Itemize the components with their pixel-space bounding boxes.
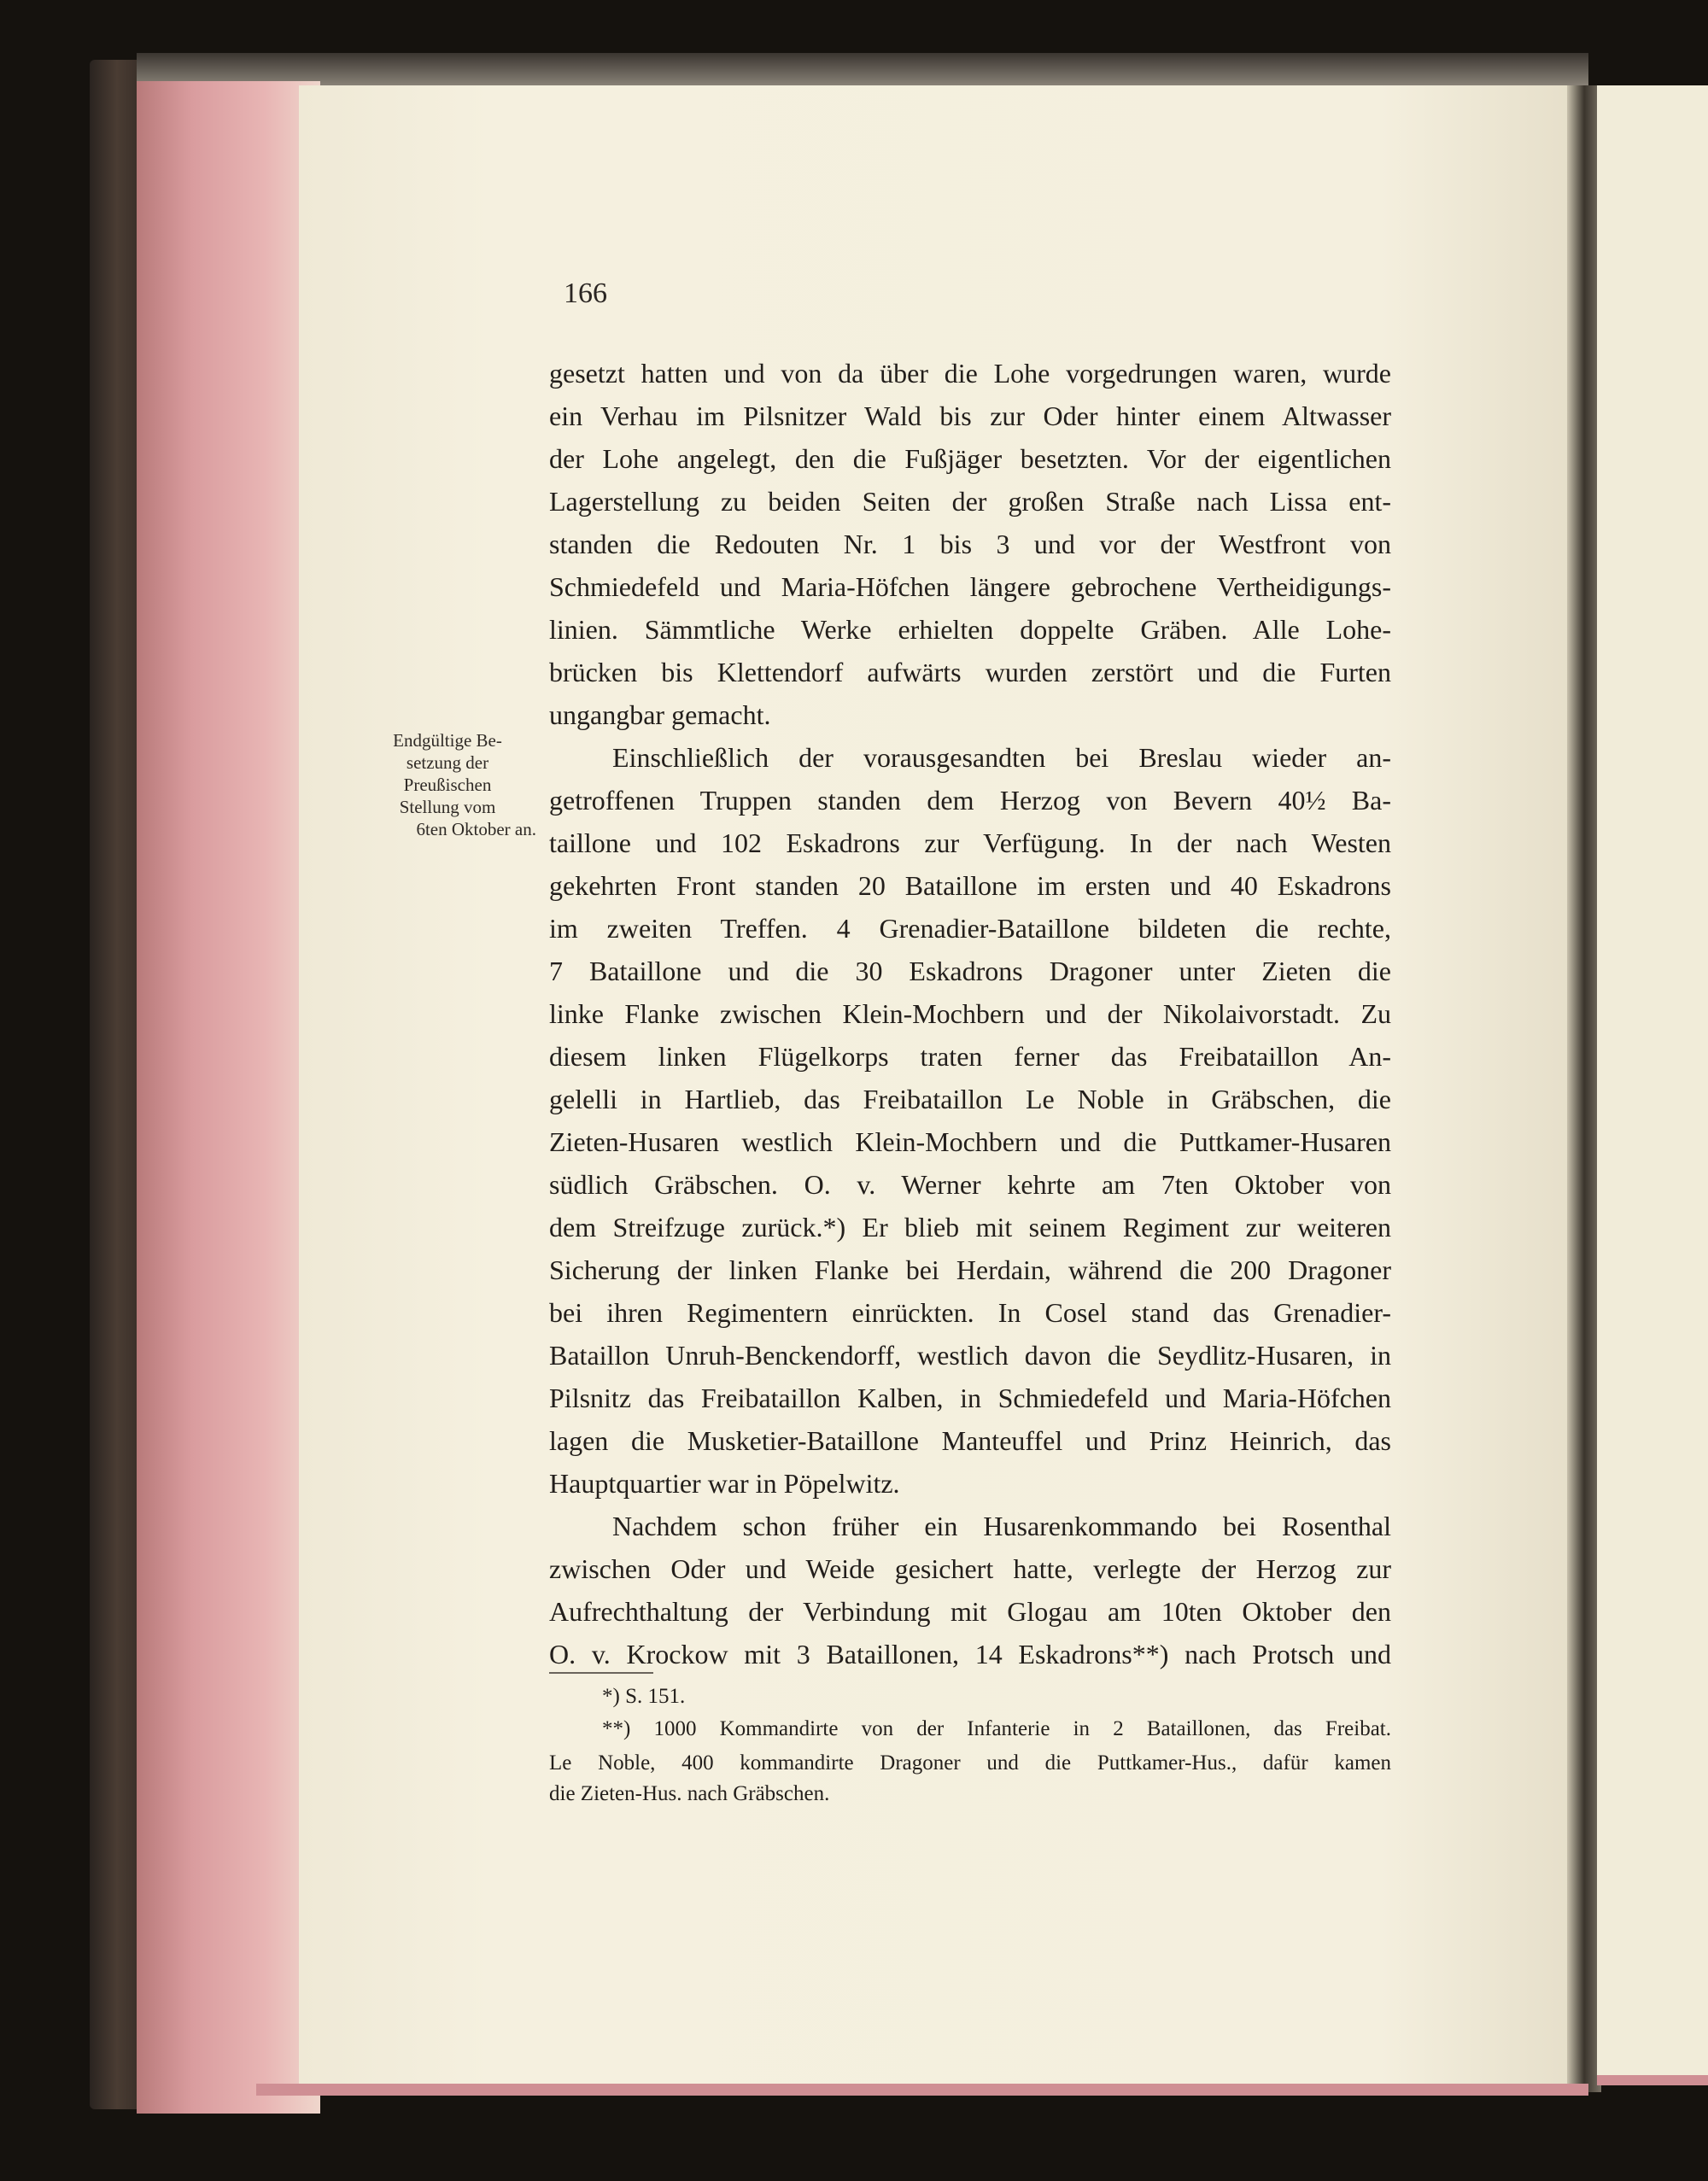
page-number: 166: [564, 278, 607, 309]
text-line: Pilsnitz das Freibataillon Kalben, in Schmiedefeld und Maria-Höfchen: [549, 1383, 1391, 1413]
text-line: lagen die Musketier-Bataillone Manteuffel und Prinz Heinrich, das: [549, 1425, 1391, 1456]
text-line: bei ihren Regimentern einrückten. In Cosel stand das Grenadier-: [549, 1297, 1391, 1328]
text-line: standen die Redouten Nr. 1 bis 3 und vor der Westfront von: [549, 529, 1391, 559]
facing-page-bottom-edge: [1597, 2075, 1708, 2085]
text-line: Zieten-Husaren westlich Klein-Mochbern und die Puttkamer-Husaren: [549, 1126, 1391, 1157]
text-line: taillone und 102 Eskadrons zur Verfügung. In der nach Westen: [549, 827, 1391, 858]
text-line: gelelli in Hartlieb, das Freibataillon Le Noble in Gräbschen, die: [549, 1084, 1391, 1114]
text-line: dem Streifzuge zurück.*) Er blieb mit seinem Regiment zur weiteren: [549, 1212, 1391, 1243]
margin-note-line: 6ten Oktober an.: [416, 819, 536, 839]
text-line: im zweiten Treffen. 4 Grenadier-Bataillone bildeten die rechte,: [549, 913, 1391, 944]
margin-note-line: Endgültige Be-: [393, 730, 502, 751]
margin-note-line: Stellung vom: [399, 797, 496, 817]
text-line: Aufrechthaltung der Verbindung mit Glogau am 10ten Oktober den: [549, 1596, 1391, 1627]
text-line: Schmiedefeld und Maria-Höfchen längere gebrochene Vertheidigungs-: [549, 571, 1391, 602]
footnote: **) 1000 Kommandirte von der Infanterie in 2 Bataillonen, das Freibat.: [602, 1717, 1391, 1740]
facing-page: [1597, 85, 1708, 2084]
text-line: zwischen Oder und Weide gesichert hatte, verlegte der Herzog zur: [549, 1553, 1391, 1584]
text-line: linke Flanke zwischen Klein-Mochbern und der Nikolaivorstadt. Zu: [549, 998, 1391, 1029]
text-line: brücken bis Klettendorf aufwärts wurden zerstört und die Furten: [549, 657, 1391, 687]
margin-note-line: Preußischen: [403, 775, 492, 795]
text-line: diesem linken Flügelkorps traten ferner das Freibataillon An-: [549, 1041, 1391, 1072]
text-line: der Lohe angelegt, den die Fußjäger besetzten. Vor der eigentlichen: [549, 443, 1391, 474]
footnote: *) S. 151.: [602, 1685, 686, 1708]
text-line: O. v. Krockow mit 3 Bataillonen, 14 Eskadrons**) nach Protsch und: [549, 1639, 1391, 1669]
text-line: gekehrten Front standen 20 Bataillone im ersten und 40 Eskadrons: [549, 870, 1391, 901]
text-line: ungangbar gemacht.: [549, 699, 771, 730]
text-line: Sicherung der linken Flanke bei Herdain, während die 200 Dragoner: [549, 1254, 1391, 1285]
text-line: Bataillon Unruh-Benckendorff, westlich davon die Seydlitz-Husaren, in: [549, 1340, 1391, 1371]
text-line: Hauptquartier war in Pöpelwitz.: [549, 1468, 900, 1499]
margin-note: [359, 729, 536, 840]
text-line: getroffenen Truppen standen dem Herzog von Bevern 40½ Ba-: [549, 785, 1391, 816]
text-line: 7 Bataillone und die 30 Eskadrons Dragoner unter Zieten die: [549, 956, 1391, 986]
text-line: linien. Sämmtliche Werke erhielten doppelte Gräben. Alle Lohe-: [549, 614, 1391, 645]
footnote-divider: [549, 1672, 653, 1674]
margin-note-line: setzung der: [406, 752, 489, 773]
page-edges-red: [137, 81, 320, 2114]
text-line: Nachdem schon früher ein Husarenkommando bei Rosenthal: [612, 1511, 1391, 1541]
text-line: ein Verhau im Pilsnitzer Wald bis zur Oder hinter einem Altwasser: [549, 401, 1391, 431]
text-line: Lagerstellung zu beiden Seiten der großen Straße nach Lissa ent-: [549, 486, 1391, 517]
text-line: gesetzt hatten und von da über die Lohe vorgedrungen waren, wurde: [549, 358, 1391, 389]
book-gutter: [1567, 85, 1601, 2092]
text-line: südlich Gräbschen. O. v. Werner kehrte am 7ten Oktober von: [549, 1169, 1391, 1200]
page-bottom-edge: [256, 2084, 1588, 2096]
text-line: Einschließlich der vorausgesandten bei Breslau wieder an-: [612, 742, 1391, 773]
footnote: die Zieten-Hus. nach Gräbschen.: [549, 1782, 830, 1805]
footnote: Le Noble, 400 kommandirte Dragoner und die Puttkamer-Hus., dafür kamen: [549, 1751, 1391, 1775]
book-top-edge: [137, 53, 1588, 87]
